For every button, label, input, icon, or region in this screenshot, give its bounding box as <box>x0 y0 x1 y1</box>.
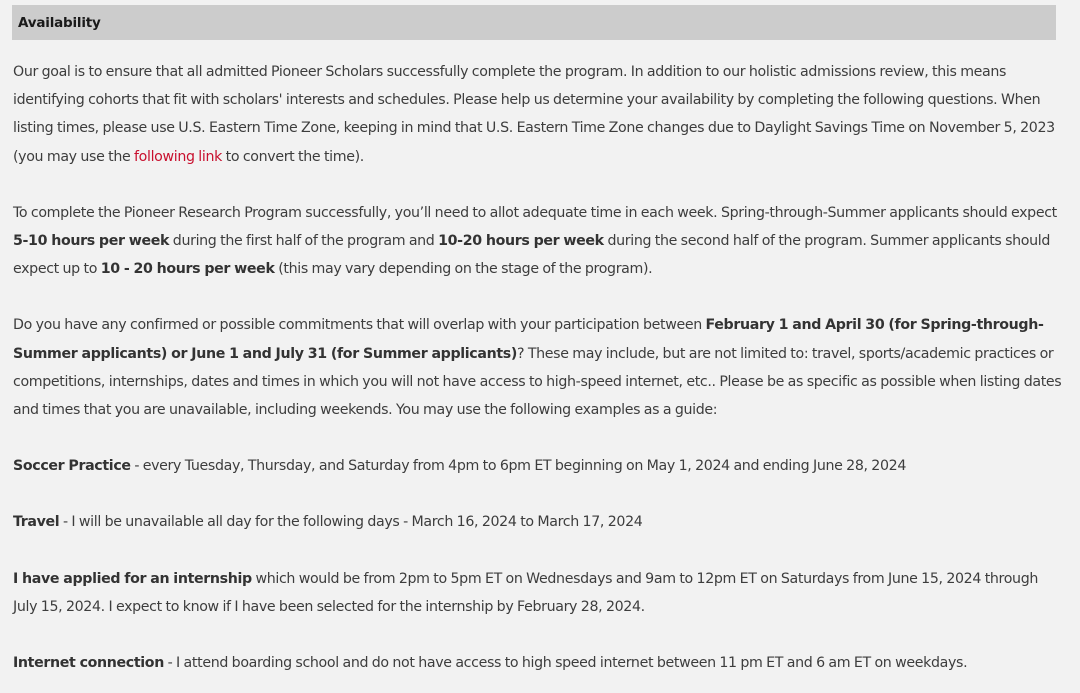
availability-content <box>13 58 1063 693</box>
example-label: Travel <box>13 514 60 531</box>
commitments-paragraph <box>13 311 1063 424</box>
example-travel <box>13 508 1063 536</box>
time-text-3: during the second half of the program. Summer applicants should expect up to <box>13 233 1051 278</box>
time-bold-2: 10-20 hours per week <box>438 233 604 250</box>
commitments-text-2: ? These may include, but are not limited to: travel, sports/academic practices or competitions, internships, dates and times in which you will not have access to high-speed internet, etc.. Please be as specific as possible when listing dates and times that you are unavailable, including weekends. You may use the following examples as a guide: <box>13 345 1062 419</box>
example-text: - I attend boarding school and do not have access to high speed internet between 11 pm ET and 6 am ET on weekdays. <box>163 655 968 672</box>
example-label: Soccer Practice <box>13 458 131 475</box>
example-text: - I will be unavailable all day for the following days - March 16, 2024 to March 17, 2024 <box>59 514 643 531</box>
time-bold-3: 10 - 20 hours per week <box>100 261 275 278</box>
section-title: Availability <box>18 14 101 31</box>
intro-text-2: to convert the time). <box>221 148 364 165</box>
intro-text-1: Our goal is to ensure that all admitted Pioneer Scholars successfully complete the program. In addition to our holistic admissions review, this means identifying cohorts that fit with scholars' interests and schedules. Please help us determine your availability by completing the following questions. When listing times, please use U.S. Eastern Time Zone, keeping in mind that U.S. Eastern Time Zone changes due to Daylight Savings Time on November 5, 2023 (you may use the <box>13 64 1055 165</box>
example-soccer <box>13 452 1063 480</box>
time-text-4: (this may vary depending on the stage of the program). <box>274 261 653 278</box>
example-internship <box>13 565 1063 621</box>
section-header <box>12 5 1056 40</box>
time-bold-1: 5-10 hours per week <box>13 233 170 250</box>
time-commitment-paragraph <box>13 199 1063 284</box>
time-text-1: To complete the Pioneer Research Program successfully, you’ll need to allot adequate time in each week. Spring-through-Summer applicants should expect <box>13 204 1057 221</box>
example-text: which would be from 2pm to 5pm ET on Wednesdays and 9am to 12pm ET on Saturdays from June 15, 2024 through July 15, 2024. I expect to know if I have been selected for the internship by February 28, 2024. <box>13 570 1038 615</box>
commitments-bold: February 1 and April 30 (for Spring-through-Summer applicants) or June 1 and July 31 (for Summer applicants) <box>13 317 1044 362</box>
timezone-converter-link[interactable]: following link <box>134 148 222 165</box>
intro-paragraph <box>13 58 1063 171</box>
commitments-text-1: Do you have any confirmed or possible commitments that will overlap with your participation between <box>13 317 706 334</box>
example-text: - every Tuesday, Thursday, and Saturday from 4pm to 6pm ET beginning on May 1, 2024 and ending June 28, 2024 <box>130 458 907 475</box>
time-text-2: during the first half of the program and <box>169 233 439 250</box>
example-label: I have applied for an internship <box>13 570 252 587</box>
example-internet <box>13 649 1063 677</box>
example-label: Internet connection <box>13 655 164 672</box>
